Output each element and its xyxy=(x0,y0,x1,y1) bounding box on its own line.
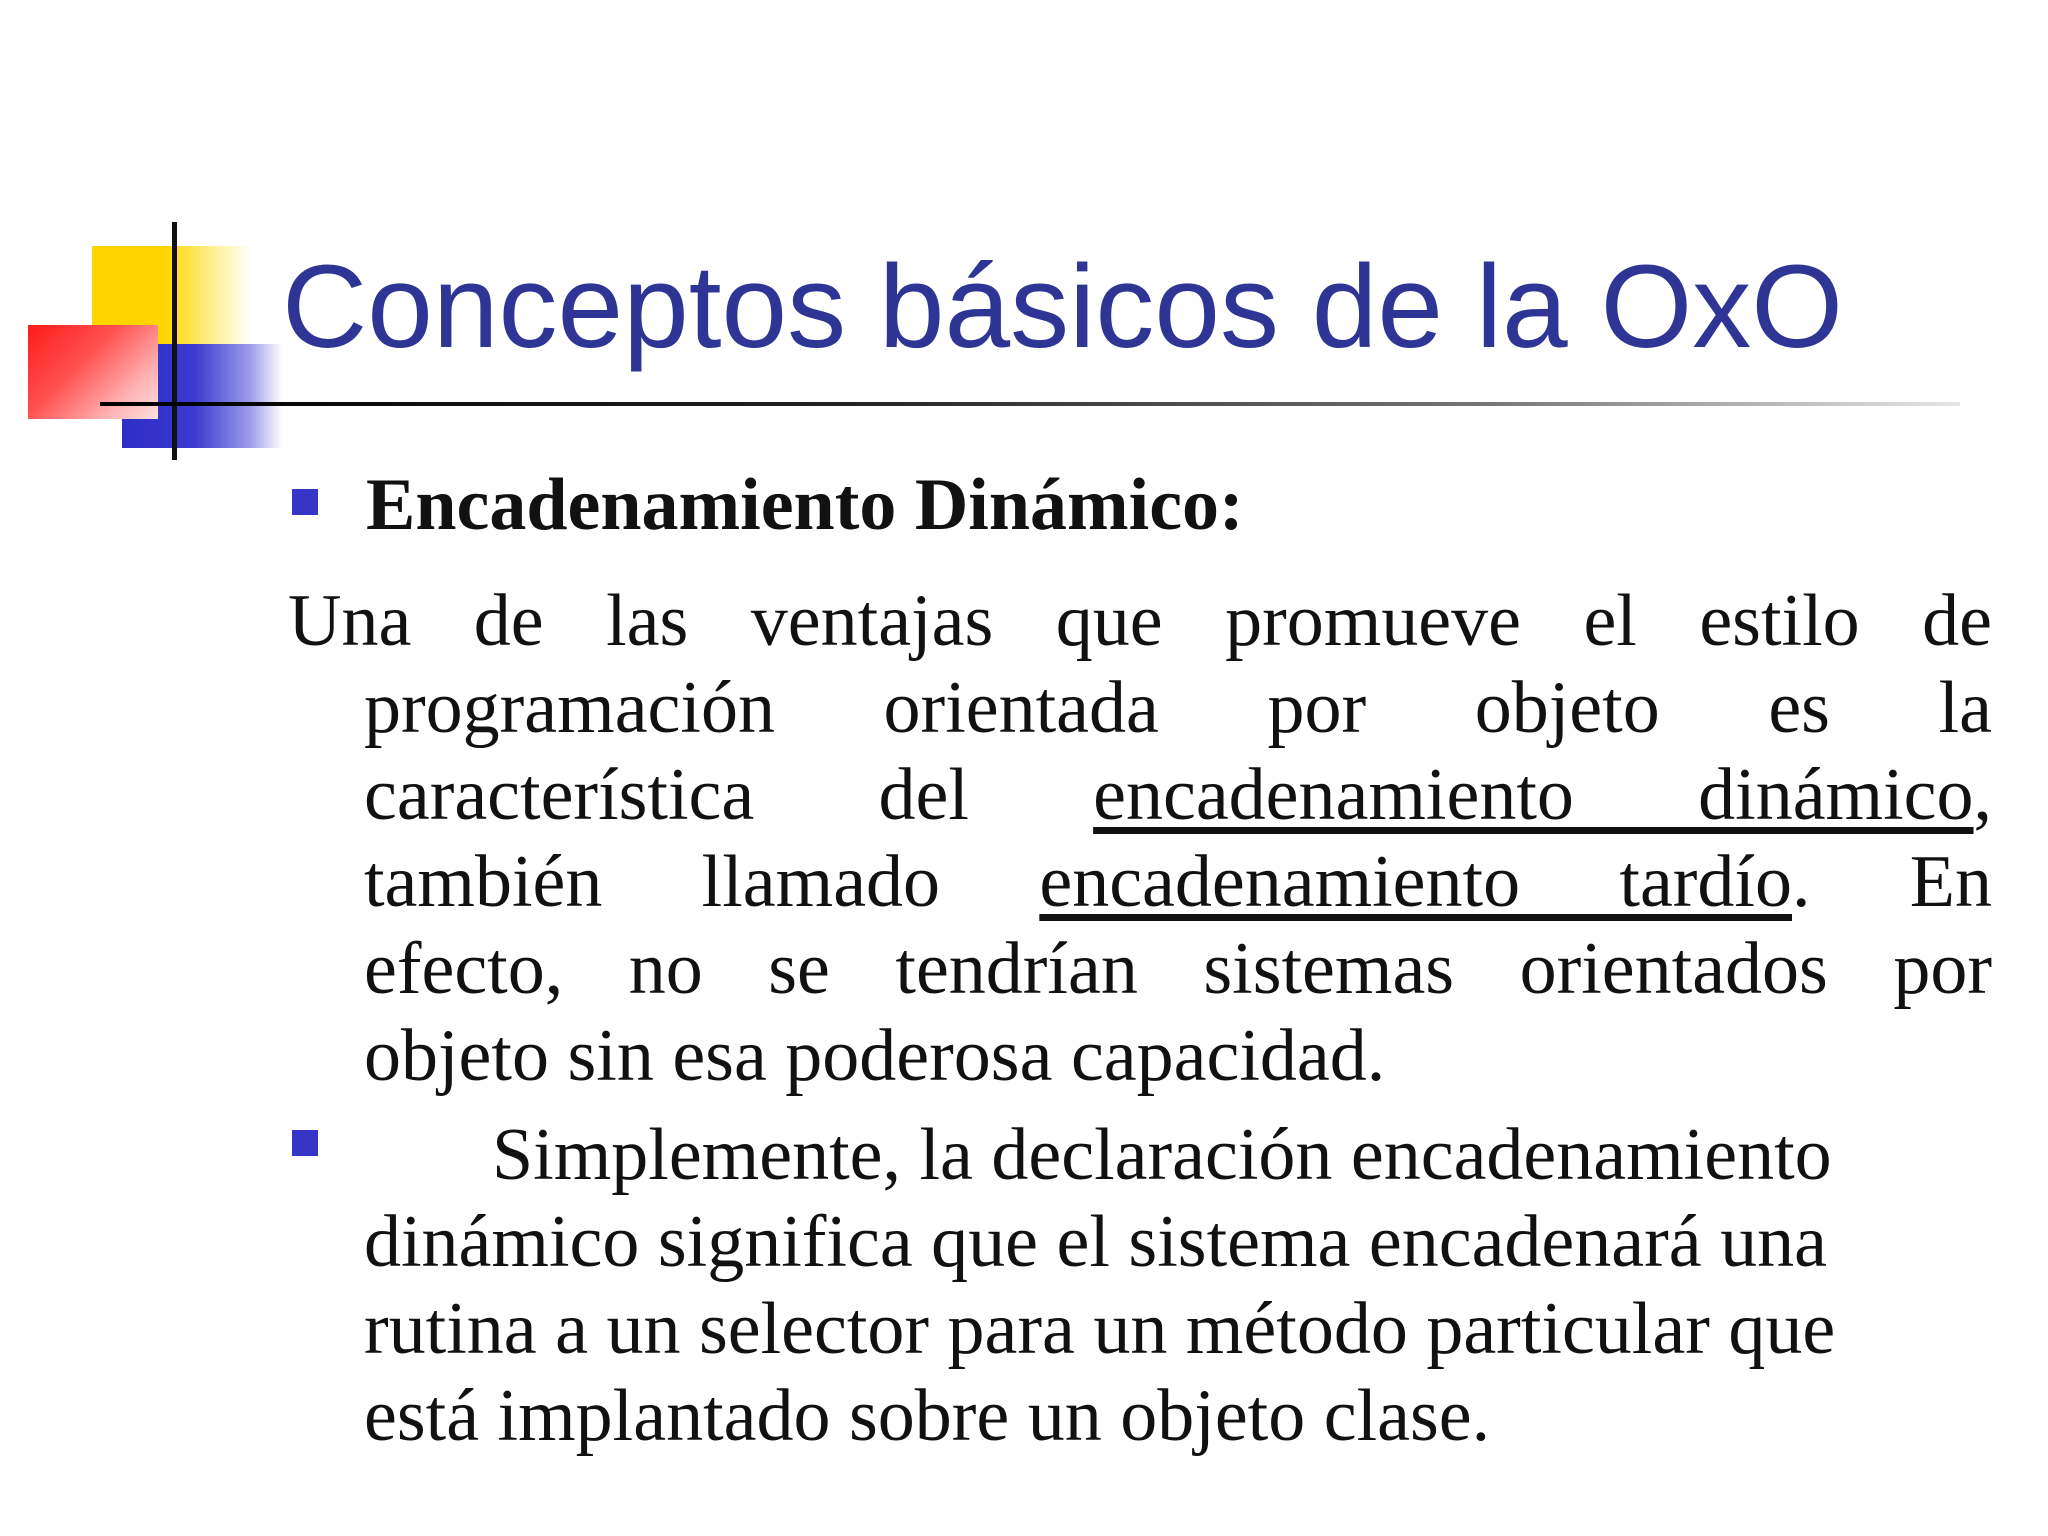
paragraph-line: objeto sin esa poderosa capacidad. xyxy=(364,1015,1386,1097)
paragraph-line: efecto, no se tendrían sistemas orientados por xyxy=(364,928,1992,1010)
title-underline-rule xyxy=(100,402,1960,406)
paragraph-dynamic-binding xyxy=(288,578,1992,1100)
underlined-term-late-binding: encadenamiento tardío xyxy=(1039,841,1792,923)
underlined-term-dynamic-binding: encadenamiento dinámico xyxy=(1093,754,1974,836)
paragraph-simply xyxy=(364,1112,2024,1460)
bullet-square-icon xyxy=(292,1130,318,1156)
text-segment: . En xyxy=(1792,841,1992,923)
section-heading: Encadenamiento Dinámico: xyxy=(366,464,1244,546)
logo-vertical-line xyxy=(172,222,177,460)
paragraph-line: rutina a un selector para un método particular que xyxy=(364,1288,1836,1370)
paragraph-line: dinámico significa que el sistema encadenará una xyxy=(364,1201,1827,1283)
bullet-square-icon xyxy=(292,489,318,515)
paragraph-line: programación orientada por objeto es la xyxy=(364,667,1992,749)
paragraph-line: Una de las ventajas que promueve el estilo de xyxy=(288,580,1992,662)
paragraph-line xyxy=(288,752,1992,839)
text-segment: , xyxy=(1973,754,1993,836)
paragraph-line: Simplemente, la declaración encadenamiento xyxy=(492,1114,1832,1196)
paragraph-line: está implantado sobre un objeto clase. xyxy=(364,1375,1491,1457)
text-segment: también llamado xyxy=(364,841,941,923)
paragraph-line xyxy=(288,839,1992,926)
text-segment: característica del xyxy=(364,754,969,836)
slide-title: Conceptos básicos de la OxO xyxy=(282,241,1844,373)
